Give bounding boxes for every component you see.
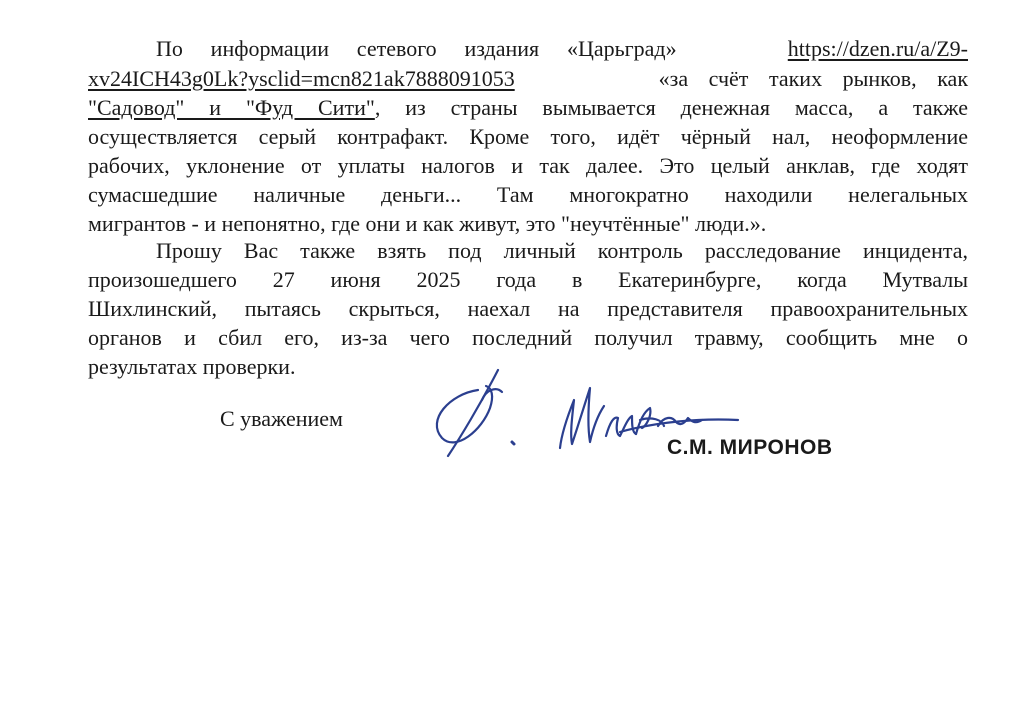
paragraph-2-line-5: результатах проверки. [88,354,296,379]
paragraph-1-line-6: сумасшедшие наличные деньги... Там многократно находили нелегальных [88,182,968,207]
signer-name: С.М. МИРОНОВ [667,436,833,459]
paragraph-1-line-5: рабочих, уклонение от уплаты налогов и так далее. Это целый анклав, где ходят [88,153,968,178]
paragraph-2-line-3: Шихлинский, пытаясь скрыться, наехал на представителя правоохранительных [88,296,968,321]
quote-text: , из страны вымывается денежная масса, а также [374,95,968,120]
paragraph-1-line-3 [88,93,968,122]
paragraph-2-line-2: произошедшего 27 июня 2025 года в Екатеринбурге, когда Мутвалы [88,267,968,292]
paragraph-2-line-1 [88,236,968,265]
paragraph-2-line-4: органов и сбил его, из-за чего последний получил травму, сообщить мне о [88,325,968,350]
source-link[interactable]: https://dzen.ru/a/Z9- [787,36,968,61]
markets-names: "Садовод" и "Фуд Сити" [88,95,375,120]
source-link-continued[interactable]: xv24ICH43g0Lk?ysclid=mcn821ak7888091053 [88,66,515,91]
paragraph-1-line-4: осуществляется серый контрафакт. Кроме того, идёт чёрный нал, неоформление [88,124,968,149]
paragraph-1-line-1 [88,34,968,63]
paragraph-1-line-7: мигрантов - и непонятно, где они и как живут, это "неучтённые" люди.». [88,211,767,236]
quote-start: «за счёт таких рынков, как [658,66,969,91]
request-text: Прошу Вас также взять под личный контроль расследование инцидента, [156,238,968,263]
intro-text: По информации сетевого издания «Царьград» [156,36,677,61]
closing-salutation: С уважением [220,406,343,431]
paragraph-1-line-2 [88,64,968,93]
